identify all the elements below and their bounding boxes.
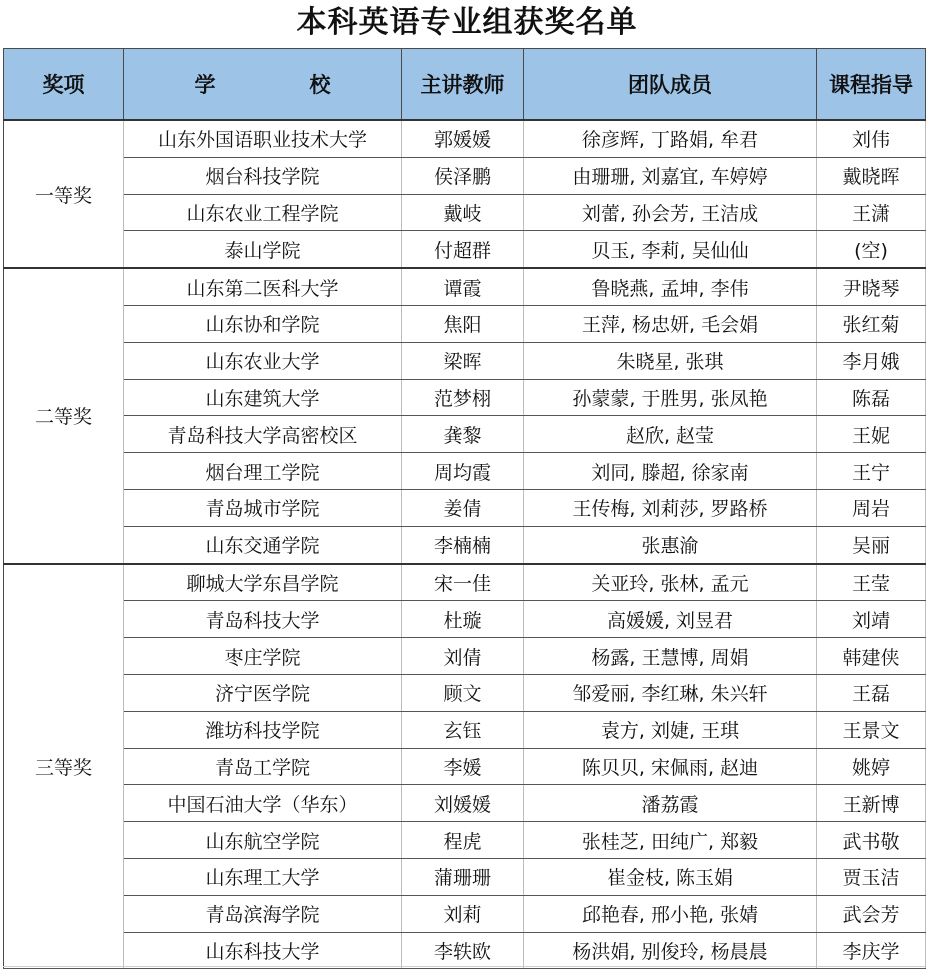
table-row	[4, 120, 926, 157]
school-cell: 烟台科技学院	[124, 157, 402, 194]
teacher-cell: 程虎	[402, 822, 524, 859]
header-prize: 奖项	[4, 49, 124, 121]
header-school	[124, 49, 402, 121]
table-row	[4, 231, 926, 268]
guide-cell: 李庆学	[817, 932, 926, 969]
members-cell: 邹爱丽, 李红琳, 朱兴轩	[524, 674, 817, 711]
header-school-left: 学	[194, 73, 216, 97]
prize-cell: 一等奖	[4, 120, 124, 268]
school-cell: 山东第二医科大学	[124, 268, 402, 305]
members-cell: 邱艳春, 邢小艳, 张婧	[524, 895, 817, 932]
members-cell: 孙蒙蒙, 于胜男, 张凤艳	[524, 379, 817, 416]
header-teacher: 主讲教师	[402, 49, 524, 121]
members-cell: 徐彦辉, 丁路娟, 牟君	[524, 120, 817, 157]
teacher-cell: 李轶欧	[402, 932, 524, 969]
members-cell: 刘同, 滕超, 徐家南	[524, 453, 817, 490]
guide-cell: 张红菊	[817, 305, 926, 342]
teacher-cell: 付超群	[402, 231, 524, 268]
table-row	[4, 453, 926, 490]
table-row	[4, 416, 926, 453]
school-cell: 青岛城市学院	[124, 489, 402, 526]
guide-cell: 吴丽	[817, 526, 926, 563]
members-cell: 刘蕾, 孙会芳, 王洁成	[524, 194, 817, 231]
guide-cell: 王潇	[817, 194, 926, 231]
school-cell: 山东外国语职业技术大学	[124, 120, 402, 157]
members-cell: 高媛媛, 刘昱君	[524, 601, 817, 638]
school-cell: 泰山学院	[124, 231, 402, 268]
header-members: 团队成员	[524, 49, 817, 121]
teacher-cell: 玄钰	[402, 711, 524, 748]
teacher-cell: 杜璇	[402, 601, 524, 638]
guide-cell: 王莹	[817, 564, 926, 601]
members-cell: 潘荔霞	[524, 785, 817, 822]
teacher-cell: 宋一佳	[402, 564, 524, 601]
guide-cell: 姚婷	[817, 748, 926, 785]
school-cell: 山东交通学院	[124, 526, 402, 563]
teacher-cell: 刘莉	[402, 895, 524, 932]
guide-cell: 周岩	[817, 489, 926, 526]
teacher-cell: 蒲珊珊	[402, 858, 524, 895]
members-cell: 由珊珊, 刘嘉宜, 车婷婷	[524, 157, 817, 194]
members-cell: 鲁晓燕, 孟坤, 李伟	[524, 268, 817, 305]
table-row	[4, 305, 926, 342]
teacher-cell: 龚黎	[402, 416, 524, 453]
awards-body	[4, 120, 926, 969]
guide-cell: 刘伟	[817, 120, 926, 157]
members-cell: 杨露, 王慧博, 周娟	[524, 638, 817, 675]
table-row	[4, 526, 926, 563]
guide-cell: 韩建侠	[817, 638, 926, 675]
table-row	[4, 674, 926, 711]
members-cell: 张桂芝, 田纯广, 郑毅	[524, 822, 817, 859]
guide-cell: (空)	[817, 231, 926, 268]
table-row	[4, 638, 926, 675]
guide-cell: 武会芳	[817, 895, 926, 932]
members-cell: 崔金枝, 陈玉娟	[524, 858, 817, 895]
teacher-cell: 李楠楠	[402, 526, 524, 563]
guide-cell: 陈磊	[817, 379, 926, 416]
table-row	[4, 157, 926, 194]
school-cell: 山东航空学院	[124, 822, 402, 859]
school-cell: 青岛科技大学高密校区	[124, 416, 402, 453]
school-cell: 山东科技大学	[124, 932, 402, 969]
teacher-cell: 顾文	[402, 674, 524, 711]
table-row	[4, 932, 926, 969]
teacher-cell: 戴岐	[402, 194, 524, 231]
table-row	[4, 564, 926, 601]
table-row	[4, 711, 926, 748]
members-cell: 贝玉, 李莉, 吴仙仙	[524, 231, 817, 268]
teacher-cell: 焦阳	[402, 305, 524, 342]
guide-cell: 贾玉洁	[817, 858, 926, 895]
members-cell: 张惠渝	[524, 526, 817, 563]
school-cell: 山东农业大学	[124, 342, 402, 379]
table-row	[4, 194, 926, 231]
header-row	[4, 49, 926, 121]
school-cell: 青岛科技大学	[124, 601, 402, 638]
teacher-cell: 侯泽鹏	[402, 157, 524, 194]
school-cell: 济宁医学院	[124, 674, 402, 711]
teacher-cell: 周均霞	[402, 453, 524, 490]
teacher-cell: 李媛	[402, 748, 524, 785]
teacher-cell: 郭媛媛	[402, 120, 524, 157]
teacher-cell: 梁晖	[402, 342, 524, 379]
header-school-right: 校	[309, 73, 331, 97]
guide-cell: 王妮	[817, 416, 926, 453]
table-row	[4, 748, 926, 785]
guide-cell: 王宁	[817, 453, 926, 490]
school-cell: 青岛滨海学院	[124, 895, 402, 932]
table-bottom-divider	[3, 966, 925, 967]
school-cell: 山东建筑大学	[124, 379, 402, 416]
members-cell: 袁方, 刘婕, 王琪	[524, 711, 817, 748]
table-row	[4, 858, 926, 895]
members-cell: 赵欣, 赵莹	[524, 416, 817, 453]
guide-cell: 王磊	[817, 674, 926, 711]
members-cell: 朱晓星, 张琪	[524, 342, 817, 379]
members-cell: 陈贝贝, 宋佩雨, 赵迪	[524, 748, 817, 785]
school-cell: 中国石油大学（华东）	[124, 785, 402, 822]
prize-cell: 二等奖	[4, 268, 124, 563]
table-row	[4, 822, 926, 859]
guide-cell: 武书敬	[817, 822, 926, 859]
school-cell: 山东农业工程学院	[124, 194, 402, 231]
school-cell: 山东理工大学	[124, 858, 402, 895]
table-row	[4, 379, 926, 416]
header-guide: 课程指导	[817, 49, 926, 121]
members-cell: 关亚玲, 张林, 孟元	[524, 564, 817, 601]
guide-cell: 尹晓琴	[817, 268, 926, 305]
members-cell: 杨洪娟, 别俊玲, 杨晨晨	[524, 932, 817, 969]
table-row	[4, 785, 926, 822]
teacher-cell: 范梦栩	[402, 379, 524, 416]
guide-cell: 王新博	[817, 785, 926, 822]
table-row	[4, 601, 926, 638]
teacher-cell: 刘媛媛	[402, 785, 524, 822]
school-cell: 烟台理工学院	[124, 453, 402, 490]
table-row	[4, 489, 926, 526]
school-cell: 青岛工学院	[124, 748, 402, 785]
school-cell: 山东协和学院	[124, 305, 402, 342]
members-cell: 王萍, 杨忠妍, 毛会娟	[524, 305, 817, 342]
members-cell: 王传梅, 刘莉莎, 罗路桥	[524, 489, 817, 526]
school-cell: 枣庄学院	[124, 638, 402, 675]
teacher-cell: 刘倩	[402, 638, 524, 675]
table-row	[4, 342, 926, 379]
awards-table	[3, 48, 926, 969]
table-row	[4, 895, 926, 932]
teacher-cell: 姜倩	[402, 489, 524, 526]
teacher-cell: 谭霞	[402, 268, 524, 305]
prize-cell: 三等奖	[4, 564, 124, 969]
school-cell: 潍坊科技学院	[124, 711, 402, 748]
school-cell: 聊城大学东昌学院	[124, 564, 402, 601]
guide-cell: 王景文	[817, 711, 926, 748]
guide-cell: 戴晓晖	[817, 157, 926, 194]
table-row	[4, 268, 926, 305]
page-title: 本科英语专业组获奖名单	[296, 5, 638, 40]
guide-cell: 李月娥	[817, 342, 926, 379]
guide-cell: 刘靖	[817, 601, 926, 638]
